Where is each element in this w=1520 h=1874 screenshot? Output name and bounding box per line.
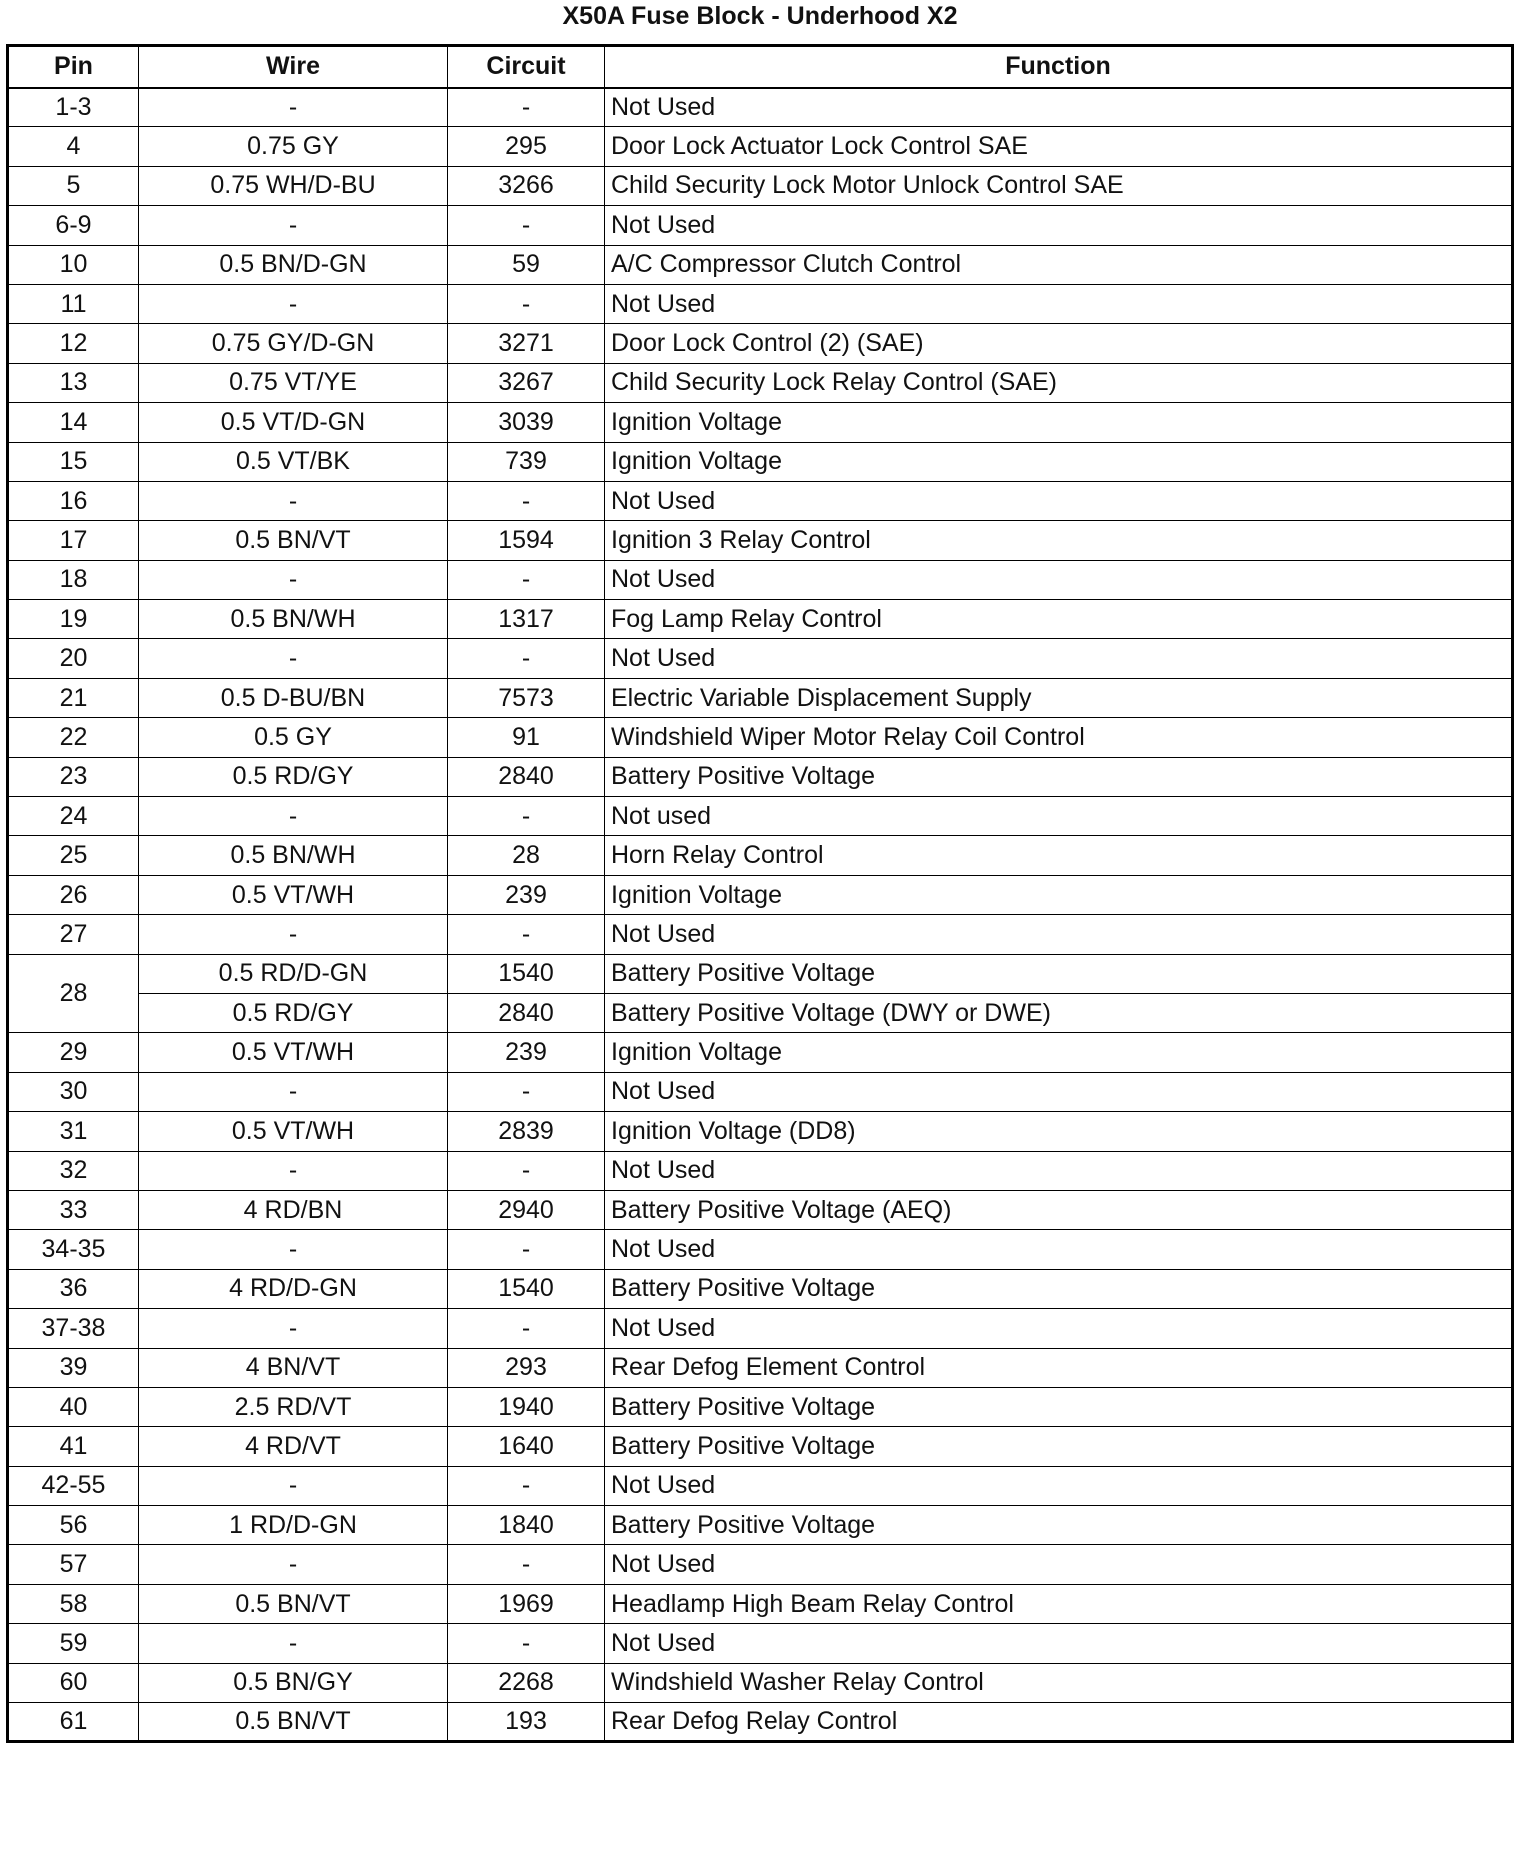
pin-cell: 22 — [8, 718, 139, 757]
function-cell: A/C Compressor Clutch Control — [605, 245, 1513, 284]
function-cell: Battery Positive Voltage (DWY or DWE) — [605, 993, 1513, 1032]
function-cell: Ignition Voltage — [605, 403, 1513, 442]
function-cell: Not Used — [605, 560, 1513, 599]
function-cell: Windshield Washer Relay Control — [605, 1663, 1513, 1702]
circuit-cell: 59 — [448, 245, 605, 284]
function-cell: Not Used — [605, 1072, 1513, 1111]
wire-cell: 0.5 BN/WH — [139, 836, 448, 875]
function-cell: Electric Variable Displacement Supply — [605, 678, 1513, 717]
circuit-cell: - — [448, 1545, 605, 1584]
wire-cell: - — [139, 206, 448, 245]
pin-cell: 4 — [8, 127, 139, 166]
pin-cell: 27 — [8, 915, 139, 954]
table-row — [8, 1190, 1513, 1229]
table-row — [8, 88, 1513, 127]
wire-cell: 4 RD/D-GN — [139, 1269, 448, 1308]
wire-cell: 2.5 RD/VT — [139, 1387, 448, 1426]
circuit-cell: 1640 — [448, 1427, 605, 1466]
wire-cell: 0.5 BN/GY — [139, 1663, 448, 1702]
table-row — [8, 324, 1513, 363]
function-cell: Not Used — [605, 1466, 1513, 1505]
table-row — [8, 875, 1513, 914]
pin-cell: 36 — [8, 1269, 139, 1308]
pin-cell: 10 — [8, 245, 139, 284]
table-row — [8, 993, 1513, 1032]
circuit-cell: 91 — [448, 718, 605, 757]
function-cell: Door Lock Actuator Lock Control SAE — [605, 127, 1513, 166]
table-row — [8, 166, 1513, 205]
circuit-cell: 239 — [448, 1033, 605, 1072]
function-cell: Battery Positive Voltage — [605, 1427, 1513, 1466]
pin-cell: 25 — [8, 836, 139, 875]
circuit-cell: 1540 — [448, 954, 605, 993]
table-row — [8, 1506, 1513, 1545]
function-cell: Not Used — [605, 639, 1513, 678]
circuit-cell: - — [448, 1072, 605, 1111]
wire-cell: 0.75 GY — [139, 127, 448, 166]
circuit-cell: - — [448, 1230, 605, 1269]
wire-cell: - — [139, 560, 448, 599]
table-row — [8, 1033, 1513, 1072]
wire-cell: - — [139, 88, 448, 127]
wire-cell: - — [139, 1624, 448, 1663]
circuit-cell: 2940 — [448, 1190, 605, 1229]
table-row — [8, 1624, 1513, 1663]
function-cell: Headlamp High Beam Relay Control — [605, 1584, 1513, 1623]
wire-cell: 0.5 D-BU/BN — [139, 678, 448, 717]
pin-cell: 20 — [8, 639, 139, 678]
circuit-cell: - — [448, 1624, 605, 1663]
wire-cell: 0.5 BN/VT — [139, 1703, 448, 1742]
function-cell: Horn Relay Control — [605, 836, 1513, 875]
wire-cell: 1 RD/D-GN — [139, 1506, 448, 1545]
pin-cell: 28 — [8, 954, 139, 1033]
table-row — [8, 127, 1513, 166]
circuit-cell: 239 — [448, 875, 605, 914]
table-row — [8, 1309, 1513, 1348]
circuit-cell: - — [448, 206, 605, 245]
table-row — [8, 1072, 1513, 1111]
circuit-cell: - — [448, 560, 605, 599]
function-cell: Not Used — [605, 1151, 1513, 1190]
circuit-cell: 293 — [448, 1348, 605, 1387]
circuit-cell: - — [448, 639, 605, 678]
pin-cell: 29 — [8, 1033, 139, 1072]
circuit-cell: 1940 — [448, 1387, 605, 1426]
function-cell: Not Used — [605, 1624, 1513, 1663]
function-cell: Not Used — [605, 1309, 1513, 1348]
circuit-cell: - — [448, 797, 605, 836]
wire-cell: - — [139, 1151, 448, 1190]
table-body — [8, 88, 1513, 1742]
wire-cell: 0.5 BN/WH — [139, 600, 448, 639]
pin-cell: 40 — [8, 1387, 139, 1426]
circuit-cell: 1594 — [448, 521, 605, 560]
function-cell: Ignition 3 Relay Control — [605, 521, 1513, 560]
function-cell: Not Used — [605, 284, 1513, 323]
function-cell: Rear Defog Relay Control — [605, 1703, 1513, 1742]
function-cell: Battery Positive Voltage — [605, 1387, 1513, 1426]
wire-cell: 0.5 VT/D-GN — [139, 403, 448, 442]
circuit-cell: - — [448, 1309, 605, 1348]
function-cell: Battery Positive Voltage (AEQ) — [605, 1190, 1513, 1229]
wire-cell: 0.5 RD/D-GN — [139, 954, 448, 993]
pin-cell: 42-55 — [8, 1466, 139, 1505]
pin-cell: 19 — [8, 600, 139, 639]
function-cell: Not Used — [605, 206, 1513, 245]
table-row — [8, 1230, 1513, 1269]
column-header-pin: Pin — [8, 46, 139, 88]
pin-cell: 33 — [8, 1190, 139, 1229]
function-cell: Windshield Wiper Motor Relay Coil Control — [605, 718, 1513, 757]
table-row — [8, 639, 1513, 678]
circuit-cell: 2840 — [448, 993, 605, 1032]
pin-cell: 58 — [8, 1584, 139, 1623]
function-cell: Not Used — [605, 88, 1513, 127]
pin-cell: 21 — [8, 678, 139, 717]
function-cell: Door Lock Control (2) (SAE) — [605, 324, 1513, 363]
circuit-cell: - — [448, 88, 605, 127]
table-row — [8, 403, 1513, 442]
table-row — [8, 954, 1513, 993]
pin-cell: 6-9 — [8, 206, 139, 245]
pinout-table — [6, 44, 1514, 1743]
table-row — [8, 1151, 1513, 1190]
pin-cell: 60 — [8, 1663, 139, 1702]
pin-cell: 23 — [8, 757, 139, 796]
circuit-cell: 2268 — [448, 1663, 605, 1702]
circuit-cell: 3271 — [448, 324, 605, 363]
wire-cell: 0.75 WH/D-BU — [139, 166, 448, 205]
wire-cell: 0.5 VT/BK — [139, 442, 448, 481]
table-row — [8, 1112, 1513, 1151]
circuit-cell: 3267 — [448, 363, 605, 402]
pin-cell: 31 — [8, 1112, 139, 1151]
table-row — [8, 1348, 1513, 1387]
circuit-cell: 3266 — [448, 166, 605, 205]
wire-cell: 0.5 VT/WH — [139, 1033, 448, 1072]
function-cell: Child Security Lock Relay Control (SAE) — [605, 363, 1513, 402]
pin-cell: 13 — [8, 363, 139, 402]
wire-cell: 0.5 RD/GY — [139, 757, 448, 796]
function-cell: Ignition Voltage — [605, 1033, 1513, 1072]
circuit-cell: 1840 — [448, 1506, 605, 1545]
wire-cell: 4 RD/BN — [139, 1190, 448, 1229]
circuit-cell: - — [448, 915, 605, 954]
table-row — [8, 1703, 1513, 1742]
circuit-cell: 2840 — [448, 757, 605, 796]
pin-cell: 34-35 — [8, 1230, 139, 1269]
table-row — [8, 1427, 1513, 1466]
wire-cell: - — [139, 481, 448, 520]
function-cell: Ignition Voltage — [605, 442, 1513, 481]
function-cell: Ignition Voltage (DD8) — [605, 1112, 1513, 1151]
circuit-cell: - — [448, 284, 605, 323]
pin-cell: 16 — [8, 481, 139, 520]
pin-cell: 14 — [8, 403, 139, 442]
circuit-cell: 1540 — [448, 1269, 605, 1308]
table-row — [8, 245, 1513, 284]
wire-cell: - — [139, 284, 448, 323]
pin-cell: 1-3 — [8, 88, 139, 127]
wire-cell: - — [139, 1545, 448, 1584]
function-cell: Not Used — [605, 481, 1513, 520]
wire-cell: 0.5 BN/D-GN — [139, 245, 448, 284]
column-header-function: Function — [605, 46, 1513, 88]
table-row — [8, 797, 1513, 836]
table-row — [8, 560, 1513, 599]
wire-cell: 0.5 VT/WH — [139, 1112, 448, 1151]
circuit-cell: 28 — [448, 836, 605, 875]
table-row — [8, 1269, 1513, 1308]
wire-cell: - — [139, 1072, 448, 1111]
wire-cell: 0.5 RD/GY — [139, 993, 448, 1032]
pin-cell: 32 — [8, 1151, 139, 1190]
table-row — [8, 1663, 1513, 1702]
function-cell: Fog Lamp Relay Control — [605, 600, 1513, 639]
circuit-cell: - — [448, 1466, 605, 1505]
circuit-cell: 3039 — [448, 403, 605, 442]
header-row — [8, 46, 1513, 88]
circuit-cell: 1969 — [448, 1584, 605, 1623]
pin-cell: 12 — [8, 324, 139, 363]
wire-cell: - — [139, 797, 448, 836]
pin-cell: 39 — [8, 1348, 139, 1387]
table-row — [8, 1584, 1513, 1623]
circuit-cell: - — [448, 1151, 605, 1190]
table-row — [8, 600, 1513, 639]
wire-cell: - — [139, 639, 448, 678]
table-row — [8, 481, 1513, 520]
wire-cell: 0.5 VT/WH — [139, 875, 448, 914]
table-row — [8, 442, 1513, 481]
wire-cell: - — [139, 915, 448, 954]
pin-cell: 26 — [8, 875, 139, 914]
circuit-cell: 2839 — [448, 1112, 605, 1151]
wire-cell: 0.75 VT/YE — [139, 363, 448, 402]
pin-cell: 15 — [8, 442, 139, 481]
pin-cell: 17 — [8, 521, 139, 560]
pin-cell: 57 — [8, 1545, 139, 1584]
pin-cell: 59 — [8, 1624, 139, 1663]
wire-cell: 0.5 GY — [139, 718, 448, 757]
function-cell: Battery Positive Voltage — [605, 954, 1513, 993]
circuit-cell: 7573 — [448, 678, 605, 717]
table-row — [8, 1387, 1513, 1426]
table-row — [8, 363, 1513, 402]
table-row — [8, 757, 1513, 796]
pin-cell: 41 — [8, 1427, 139, 1466]
pin-cell: 61 — [8, 1703, 139, 1742]
wire-cell: 0.75 GY/D-GN — [139, 324, 448, 363]
circuit-cell: 739 — [448, 442, 605, 481]
table-row — [8, 521, 1513, 560]
wire-cell: - — [139, 1230, 448, 1269]
function-cell: Not Used — [605, 1230, 1513, 1269]
circuit-cell: 193 — [448, 1703, 605, 1742]
function-cell: Not used — [605, 797, 1513, 836]
pin-cell: 18 — [8, 560, 139, 599]
circuit-cell: - — [448, 481, 605, 520]
pin-cell: 5 — [8, 166, 139, 205]
wire-cell: - — [139, 1309, 448, 1348]
wire-cell: - — [139, 1466, 448, 1505]
column-header-wire: Wire — [139, 46, 448, 88]
wire-cell: 0.5 BN/VT — [139, 1584, 448, 1623]
function-cell: Battery Positive Voltage — [605, 1506, 1513, 1545]
table-row — [8, 1466, 1513, 1505]
pin-cell: 30 — [8, 1072, 139, 1111]
function-cell: Battery Positive Voltage — [605, 757, 1513, 796]
circuit-cell: 295 — [448, 127, 605, 166]
function-cell: Rear Defog Element Control — [605, 1348, 1513, 1387]
function-cell: Battery Positive Voltage — [605, 1269, 1513, 1308]
circuit-cell: 1317 — [448, 600, 605, 639]
column-header-circuit: Circuit — [448, 46, 605, 88]
function-cell: Not Used — [605, 1545, 1513, 1584]
pin-cell: 56 — [8, 1506, 139, 1545]
table-row — [8, 915, 1513, 954]
wire-cell: 4 RD/VT — [139, 1427, 448, 1466]
table-row — [8, 206, 1513, 245]
function-cell: Ignition Voltage — [605, 875, 1513, 914]
table-row — [8, 678, 1513, 717]
table-row — [8, 718, 1513, 757]
table-row — [8, 836, 1513, 875]
page-title: X50A Fuse Block - Underhood X2 — [562, 2, 958, 30]
pin-cell: 11 — [8, 284, 139, 323]
pin-cell: 24 — [8, 797, 139, 836]
wire-cell: 4 BN/VT — [139, 1348, 448, 1387]
pin-cell: 37-38 — [8, 1309, 139, 1348]
function-cell: Not Used — [605, 915, 1513, 954]
table-row — [8, 284, 1513, 323]
wire-cell: 0.5 BN/VT — [139, 521, 448, 560]
function-cell: Child Security Lock Motor Unlock Control SAE — [605, 166, 1513, 205]
table-row — [8, 1545, 1513, 1584]
